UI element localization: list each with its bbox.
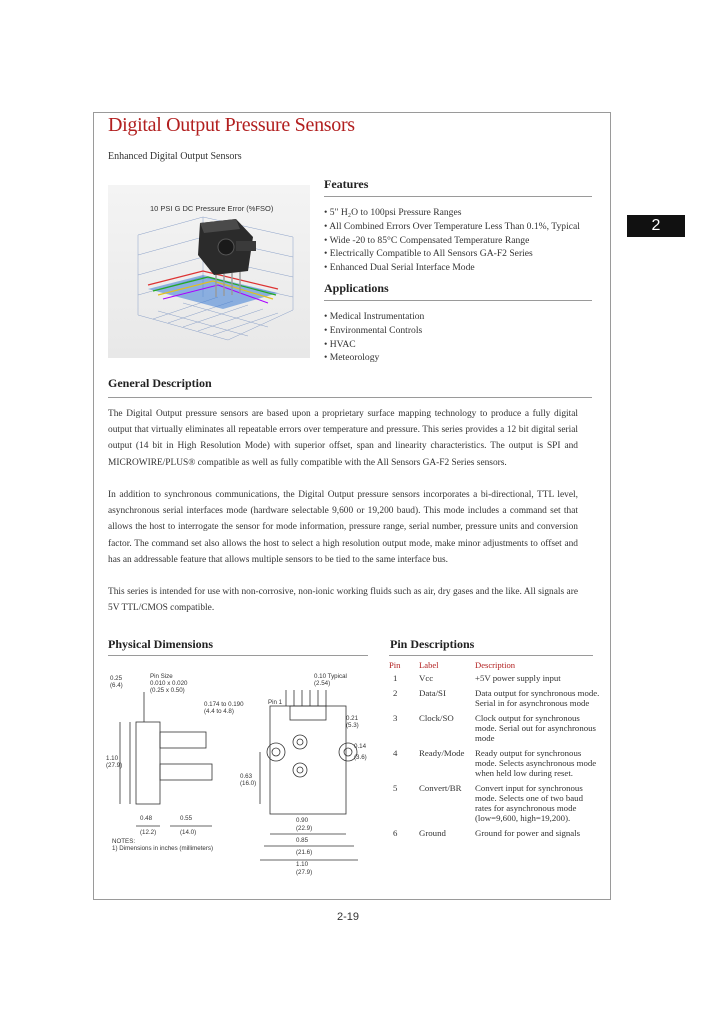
page-title: Digital Output Pressure Sensors [108, 114, 355, 136]
general-description-heading: General Description [108, 376, 212, 390]
dim-side-mm: (5.3) [346, 722, 359, 729]
dim-width-b: 0.85 [296, 837, 309, 844]
notes-text: 1) Dimensions in inches (millimeters) [112, 845, 214, 852]
dim-pitch: 0.10 Typical [314, 673, 347, 680]
pin-number: 4 [393, 748, 398, 758]
list-item: • Electrically Compatible to All Sensors GA-F2 Series [324, 248, 533, 260]
dim-mid-mm: (16.0) [240, 780, 257, 787]
col-pin: Pin [389, 660, 401, 670]
pin-number: 6 [393, 828, 398, 838]
list-item: • Wide -20 to 85°C Compensated Temperature Range [324, 234, 530, 246]
list-item: • HVAC [324, 338, 356, 350]
general-paragraph-1: The Digital Output pressure sensors are based upon a proprietary surface mapping technology to produce a fully digital output that virtually eliminates all repeatable errors over temperature and pressure. This series provides a 12 bit digital serial output (14 bit in High Resolution Mode) with superior offset, span and linearity characteristics. The output is SPI and MICROWIRE/PLUS® compatible as well as fully compatible with the All Sensors GA-F2 Series sensors. [108, 409, 578, 468]
table-row [389, 713, 601, 748]
pin-description: +5V power supply input [475, 673, 561, 683]
dim-bottom-b-mm: (14.0) [180, 829, 197, 836]
pin-table [389, 660, 601, 843]
pin-number: 1 [393, 673, 398, 683]
dim-width-c: 1.10 [296, 861, 309, 868]
dim-port-mm: (4.4 to 4.8) [204, 708, 234, 715]
pin-label: Ground [419, 828, 446, 838]
error-surface [148, 271, 278, 309]
pin-number: 5 [393, 783, 398, 793]
general-paragraph-2: In addition to synchronous communications, the Digital Output pressure sensors incorporates a bi-directional, TTL level, asynchronous serial interfaces mode (hardware selectable 9,600 or 19,200 baud). This mode includes a command set that allows the host to interrogate the sensor for mode information, pressure range, serial number, pressure units and conversion factor. The command set also allows the host to select a high resolution output mode, make minor adjustments to offset and has an addressable feature that allows multiple sensors to be tied to the same interface bus. [108, 490, 578, 565]
table-row [389, 748, 601, 783]
dim-width-a: 0.90 [296, 817, 309, 824]
list-item: • 5" H₂O to 100psi Pressure Ranges [324, 207, 462, 218]
applications-rule [324, 300, 592, 301]
pin-size-dim-mm: (0.25 x 0.50) [150, 687, 185, 694]
features-list [324, 206, 594, 275]
dim-bottom-b: 0.55 [180, 815, 193, 822]
dim-bottom-a: 0.48 [140, 815, 153, 822]
dim-width-b-mm: (21.6) [296, 849, 313, 856]
notes-title: NOTES: [112, 838, 136, 845]
pin-label: Clock/SO [419, 713, 454, 723]
pin-size-label: Pin Size [150, 673, 173, 680]
product-photo [108, 185, 310, 358]
pin-description: Convert input for synchronous mode. Selects one of two baud rates for asynchronous mode (low=9,600, high=19,200). [475, 783, 583, 823]
list-item: • Enhanced Dual Serial Interface Mode [324, 262, 475, 274]
applications-heading: Applications [324, 281, 389, 295]
list-item: • Medical Instrumentation [324, 311, 425, 322]
dimension-drawing [108, 662, 368, 884]
dim-top-left: 0.25 [110, 675, 123, 682]
pin-label: Ready/Mode [419, 748, 465, 758]
pin-descriptions-heading: Pin Descriptions [390, 637, 475, 651]
dim-hole: 0.14 [354, 743, 367, 750]
pin-number: 2 [393, 688, 398, 698]
photo-caption: 10 PSI G DC Pressure Error (%FSO) [150, 204, 274, 213]
pin-descriptions-rule [389, 655, 593, 656]
features-rule [324, 196, 592, 197]
list-item: • Meteorology [324, 352, 380, 364]
table-row [389, 828, 601, 843]
col-label: Label [419, 660, 439, 670]
pin-description: Clock output for synchronous mode. Serial out for asynchronous mode [475, 713, 596, 743]
dim-hole-mm: (3.6) [354, 754, 367, 761]
page-subtitle: Enhanced Digital Output Sensors [108, 151, 242, 162]
pin-label: Data/SI [419, 688, 446, 698]
pin-description: Ready output for synchronous mode. Selects asynchronous mode when held low during reset. [475, 748, 597, 778]
applications-list [324, 310, 594, 365]
pin-size-dim: 0.010 x 0.020 [150, 680, 188, 687]
dim-height: 1.10 [106, 755, 119, 762]
dim-bottom-a-mm: (12.2) [140, 829, 157, 836]
pin-number: 3 [393, 713, 398, 723]
pin-label: Convert/BR [419, 783, 462, 793]
table-row [389, 688, 601, 713]
section-tab[interactable]: 2 [627, 215, 685, 237]
table-row [389, 783, 601, 828]
pin-label: Vcc [419, 673, 434, 683]
pin-table-header [389, 660, 601, 673]
dim-width-a-mm: (22.9) [296, 825, 313, 832]
dim-mid: 0.63 [240, 773, 253, 780]
general-description-rule [108, 397, 592, 398]
dim-side: 0.21 [346, 715, 359, 722]
dim-width-c-mm: (27.9) [296, 869, 313, 876]
dim-port: 0.174 to 0.190 [204, 701, 244, 708]
features-heading: Features [324, 177, 369, 191]
dim-pitch-mm: (2.54) [314, 680, 331, 687]
page-number: 2-19 [337, 911, 360, 923]
pin-description: Ground for power and signals [475, 828, 581, 838]
list-item: • All Combined Errors Over Temperature Less Than 0.1%, Typical [324, 220, 580, 232]
col-description: Description [475, 660, 516, 670]
pin1-label: Pin 1 [268, 699, 283, 706]
list-item: • Environmental Controls [324, 324, 423, 336]
pin-description: Data output for synchronous mode. Serial in for asynchronous mode [475, 688, 600, 708]
dim-top-left-mm: (6.4) [110, 682, 123, 689]
physical-dimensions-rule [108, 655, 368, 656]
dim-height-mm: (27.9) [106, 762, 123, 769]
general-paragraph-3: This series is intended for use with non-corrosive, non-ionic working fluids such as air, dry gases and the like. All signals are 5V TTL/CMOS compatible. [108, 587, 578, 614]
table-row [389, 673, 601, 688]
physical-dimensions-heading: Physical Dimensions [108, 637, 214, 651]
